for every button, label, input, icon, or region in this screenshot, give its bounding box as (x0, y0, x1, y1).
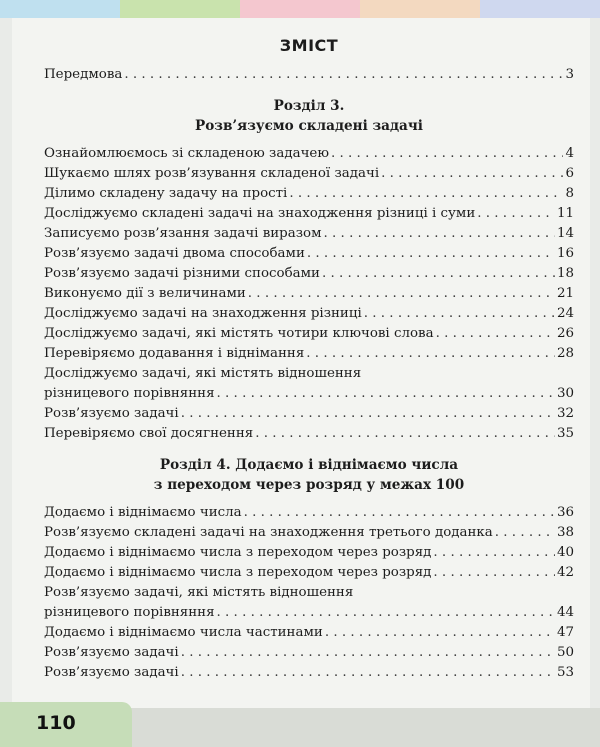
leader-dots (124, 65, 563, 85)
toc-entry-page: 35 (556, 426, 574, 441)
toc-entry[interactable] (44, 583, 574, 623)
page-number: 110 (36, 712, 76, 734)
toc-entry-page: 8 (565, 186, 574, 201)
toc-entry[interactable] (44, 563, 574, 583)
toc-entry[interactable] (44, 324, 574, 344)
toc-entry-page: 42 (556, 565, 574, 580)
toc-title: ЗМІСТ (279, 36, 339, 55)
toc-entry[interactable] (44, 264, 574, 284)
top-color-strip (0, 0, 600, 18)
leader-dots (433, 563, 555, 583)
toc-entry-label: Розв’язуємо задачі (44, 645, 179, 660)
toc-entry-label: Шукаємо шлях розв’язування складеної задачі (44, 166, 380, 181)
strip-segment (0, 0, 120, 18)
toc-entry[interactable] (44, 184, 574, 204)
toc-entry-label: Додаємо і віднімаємо числа (44, 505, 242, 520)
toc-entry-page: 3 (565, 67, 574, 82)
leader-dots (181, 663, 555, 683)
section-4-list (44, 503, 574, 683)
toc-entry-label: Ознайомлюємось зі складеною задачею (44, 146, 330, 161)
toc-entry[interactable] (44, 663, 574, 683)
leader-dots (324, 224, 555, 244)
toc-entry-label: Розв’язуємо задачі (44, 406, 179, 421)
toc-entry[interactable] (44, 364, 574, 404)
section-3-list (44, 144, 574, 444)
leader-dots (307, 244, 555, 264)
toc-entry-page: 50 (556, 645, 574, 660)
toc-entry-label: різницевого порівняння (44, 386, 215, 401)
table-of-contents (44, 36, 574, 683)
leader-dots (436, 324, 555, 344)
toc-entry-label: Досліджуємо задачі на знаходження різниці (44, 306, 362, 321)
leader-dots (364, 304, 555, 324)
toc-entry[interactable] (44, 164, 574, 184)
section-3-title: Розв’язуємо складені задачі (195, 118, 423, 134)
toc-entry-page: 36 (556, 505, 574, 520)
toc-entry[interactable] (44, 623, 574, 643)
toc-entry-page: 4 (565, 146, 574, 161)
toc-entry-label: Виконуємо дії з величинами (44, 286, 246, 301)
toc-entry[interactable] (44, 284, 574, 304)
leader-dots (325, 623, 555, 643)
strip-segment (480, 0, 600, 18)
toc-entry-label: Розв’язуємо задачі (44, 665, 179, 680)
toc-entry-label: Передмова (44, 67, 123, 82)
leader-dots (289, 184, 563, 204)
leader-dots (381, 164, 563, 184)
toc-entry-label: різницевого порівняння (44, 605, 215, 620)
toc-entry-label: Розв’язуємо задачі різними способами (44, 266, 320, 281)
toc-entry-page: 11 (556, 206, 574, 221)
toc-entry-label: Додаємо і віднімаємо числа з переходом через розряд (44, 545, 432, 560)
toc-entry[interactable] (44, 304, 574, 324)
toc-entry-page: 21 (556, 286, 574, 301)
leader-dots (181, 643, 555, 663)
leader-dots (181, 404, 555, 424)
toc-entry-label: Додаємо і віднімаємо числа частинами (44, 625, 323, 640)
leader-dots (244, 503, 555, 523)
toc-entry-label-line1: Досліджуємо задачі, які містять відношення (44, 366, 362, 381)
leader-dots (217, 603, 555, 623)
toc-entry-page: 24 (556, 306, 574, 321)
leader-dots (306, 344, 555, 364)
toc-entry[interactable] (44, 224, 574, 244)
toc-entry-page: 18 (556, 266, 574, 281)
toc-entry-page: 38 (556, 525, 574, 540)
toc-entry[interactable] (44, 643, 574, 663)
toc-entry-page: 30 (556, 386, 574, 401)
toc-entry-page: 32 (556, 406, 574, 421)
toc-entry[interactable] (44, 344, 574, 364)
leader-dots (477, 204, 555, 224)
toc-entry-label: Додаємо і віднімаємо числа з переходом через розряд (44, 565, 432, 580)
leader-dots (331, 144, 563, 164)
section-3-number: Розділ 3. (273, 98, 345, 114)
leader-dots (217, 384, 555, 404)
strip-segment (360, 0, 480, 18)
toc-entry-page: 26 (556, 326, 574, 341)
toc-entry-label: Досліджуємо задачі, які містять чотири ключові слова (44, 326, 434, 341)
toc-entry-page: 40 (556, 545, 574, 560)
toc-entry[interactable] (44, 543, 574, 563)
toc-entry[interactable] (44, 204, 574, 224)
toc-entry[interactable] (44, 503, 574, 523)
toc-entry[interactable] (44, 424, 574, 444)
toc-entry[interactable] (44, 144, 574, 164)
toc-entry-page: 47 (556, 625, 574, 640)
toc-entry-page: 16 (556, 246, 574, 261)
toc-entry-label: Перевіряємо додавання і віднімання (44, 346, 305, 361)
toc-entry[interactable] (44, 244, 574, 264)
toc-entry-label: Записуємо розв’язання задачі виразом (44, 226, 322, 241)
toc-entry-label: Розв’язуємо задачі двома способами (44, 246, 305, 261)
leader-dots (248, 284, 555, 304)
toc-entry-page: 44 (556, 605, 574, 620)
toc-entry-label: Досліджуємо складені задачі на знаходження різниці і суми (44, 206, 476, 221)
toc-entry[interactable] (44, 523, 574, 543)
toc-entry-label-line1: Розв’язуємо задачі, які містять відношення (44, 585, 354, 600)
leader-dots (322, 264, 555, 284)
toc-entry-page: 53 (556, 665, 574, 680)
leader-dots (433, 543, 555, 563)
strip-segment (240, 0, 360, 18)
toc-entry-page: 14 (556, 226, 574, 241)
book-page (12, 18, 590, 708)
strip-segment (120, 0, 240, 18)
toc-entry[interactable] (44, 404, 574, 424)
toc-entry-label: Перевіряємо свої досягнення (44, 426, 254, 441)
toc-entry-label: Розв’язуємо складені задачі на знаходження третього доданка (44, 525, 493, 540)
leader-dots (495, 523, 555, 543)
toc-entry-page: 6 (565, 166, 574, 181)
section-4-title-line2: з переходом через розряд у межах 100 (153, 477, 465, 493)
toc-entry-label: Ділимо складену задачу на прості (44, 186, 288, 201)
section-4-title-line1: Розділ 4. Додаємо і віднімаємо числа (159, 457, 459, 473)
leader-dots (255, 424, 555, 444)
toc-entry-page: 28 (556, 346, 574, 361)
toc-entry-intro[interactable] (44, 65, 574, 85)
